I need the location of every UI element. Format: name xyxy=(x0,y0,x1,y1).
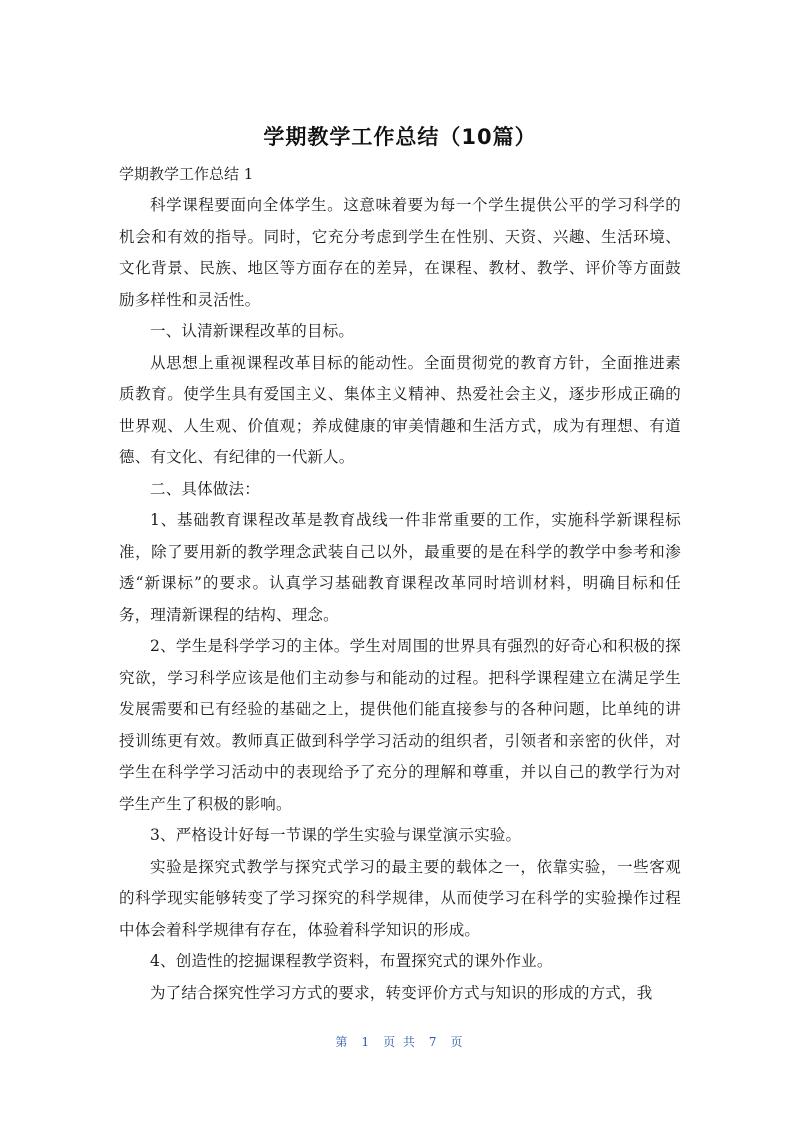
section-heading: 学期教学工作总结 1 xyxy=(119,165,254,183)
paragraph: 从思想上重视课程改革目标的能动性。全面贯彻党的教育方针，全面推进素质教育。使学生具有爱国主义、集体主义精神、热爱社会主义，逐步形成正确的世界观、人生观、价值观；养成健康的审美情趣和生活方式，成为有理想、有道德、有文化、有纪律的一代新人。 xyxy=(119,353,681,466)
paragraph: 4、创造性的挖掘课程教学资料，布置探究式的课外作业。 xyxy=(150,952,553,970)
page-footer xyxy=(0,1033,800,1050)
paragraph: 3、严格设计好每一节课的学生实验与课堂演示实验。 xyxy=(150,826,522,844)
paragraph: 实验是探究式教学与探究式学习的最主要的载体之一，依靠实验，一些客观的科学现实能够转变了学习探究的科学规律，从而使学习在科学的实验操作过程中体会着科学规律有存在，体验着科学知识的形成。 xyxy=(119,857,681,939)
paragraph: 为了结合探究性学习方式的要求，转变评价方式与知识的形成的方式，我 xyxy=(150,983,653,1002)
paragraph: 科学课程要面向全体学生。这意味着要为每一个学生提供公平的学习科学的机会和有效的指导。同时，它充分考虑到学生在性别、天资、兴趣、生活环境、文化背景、民族、地区等方面存在的差异，在课程、教材、教学、评价等方面鼓励多样性和灵活性。 xyxy=(119,196,681,309)
document-body xyxy=(119,190,681,1009)
footer-prefix: 第 xyxy=(335,1035,350,1049)
paragraph: 1、基础教育课程改革是教育战线一件非常重要的工作，实施科学新课程标准，除了要用新的教学理念武装自己以外，最重要的是在科学的教学中参考和渗透“新课标”的要求。认真学习基础教育课程改革同时培训材料，明确目标和任务，理清新课程的结构、理念。 xyxy=(119,511,681,624)
document-title: 学期教学工作总结（10篇） xyxy=(263,125,537,149)
page-number: 1 xyxy=(361,1035,372,1049)
paragraph: 2、学生是科学学习的主体。学生对周围的世界具有强烈的好奇心和积极的探究欲，学习科学应该是他们主动参与和能动的过程。把科学课程建立在满足学生发展需要和已有经验的基础之上，提供他们能直接参与的各种问题，比单纯的讲授训练更有效。教师真正做到科学学习活动的组织者，引领者和亲密的伙伴，对学生在科学学习活动中的表现给予了充分的理解和尊重，并以自己的教学行为对学生产生了积极的影响。 xyxy=(119,637,681,813)
total-pages: 7 xyxy=(428,1035,439,1049)
footer-middle: 页 共 xyxy=(383,1035,417,1049)
paragraph: 二、具体做法： xyxy=(150,479,260,498)
paragraph: 一、认清新课程改革的目标。 xyxy=(150,322,355,340)
footer-suffix: 页 xyxy=(450,1035,465,1049)
